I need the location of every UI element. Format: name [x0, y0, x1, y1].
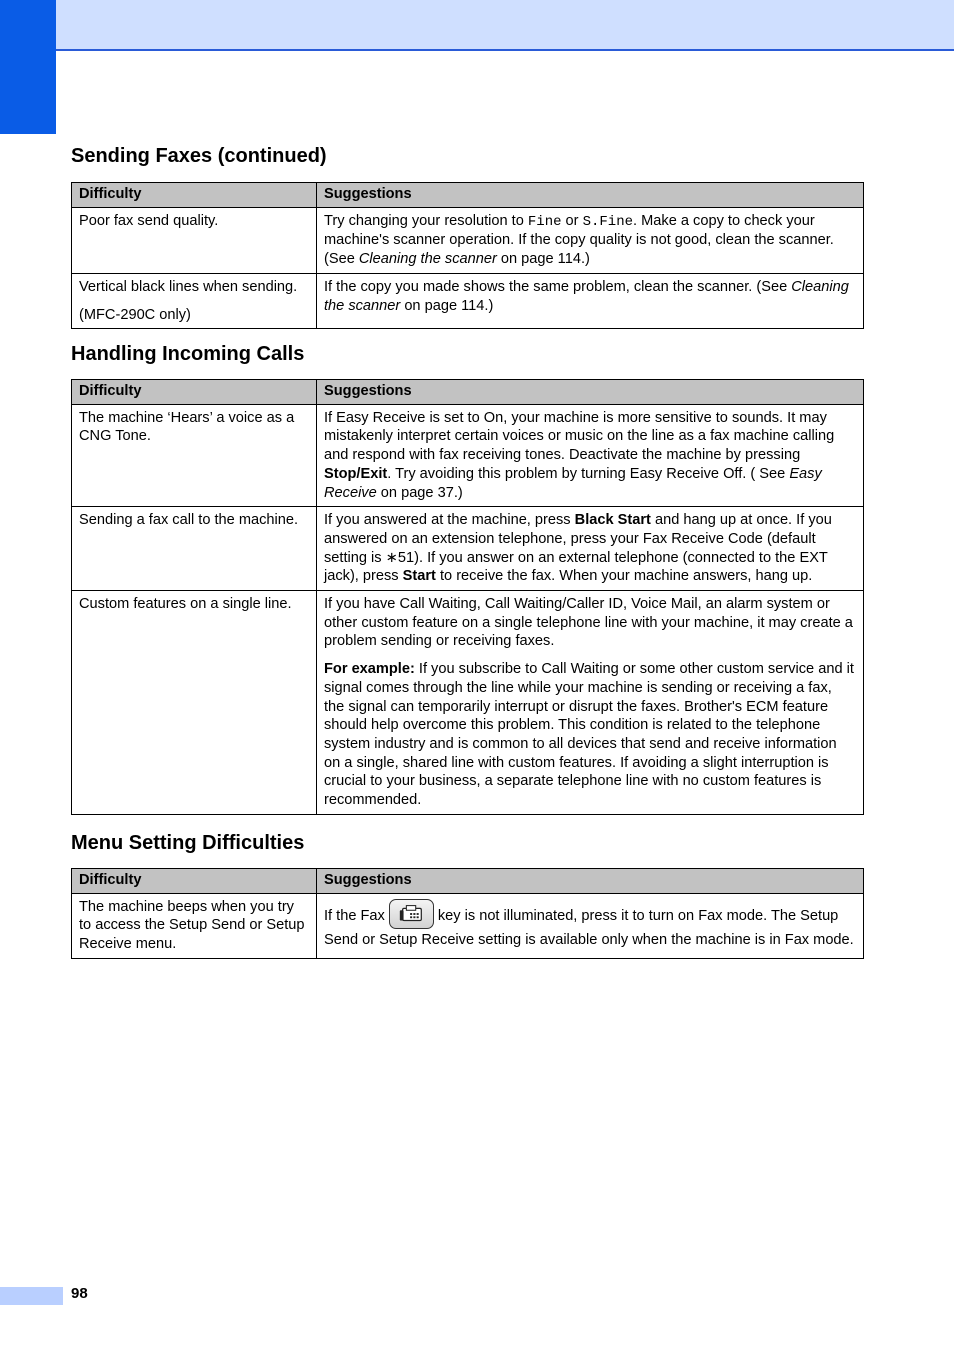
column-header-suggestions: Suggestions [317, 183, 864, 208]
table-row [72, 507, 864, 591]
key-name: Start [402, 568, 436, 585]
difficulty-cell: The machine ‘Hears’ a voice as a CNG Tone. [72, 404, 317, 507]
table-row [72, 893, 864, 958]
suggestion-cell: Try changing your resolution to Fine or S.Fine. Make a copy to check your machine's scanner operation. If the copy quality is not good, clean the scanner. (See Cleaning the scanner on page 114.) [317, 207, 864, 273]
suggestion-cell: If you answered at the machine, press Black Start and hang up at once. If you answered on an extension telephone, press your Fax Receive Code (default setting is ∗51). If you answer on an external telephone (connected to the EXT jack), press Start to receive the fax. When your machine answers, hang up. [317, 507, 864, 591]
page-number: 98 [71, 1285, 88, 1302]
code-text: Fine [527, 213, 562, 230]
menu-setting-difficulties-table [71, 868, 864, 959]
suggestion-cell: If you have Call Waiting, Call Waiting/Caller ID, Voice Mail, an alarm system or other custom feature on a single telephone line with your machine, it may create a problem sending or receiving faxes. For example: If you subscribe to Call Waiting or some other custom service and it signal comes through the line while your machine is sending or receiving a fax, the signal can temporarily interrupt or disrupt the faxes. Brother's ECM feature should help overcome this problem. This condition is related to the telephone system industry and is common to all devices that send and receive information on a single, shared line with custom features. If avoiding a slight interruption is crucial to your business, a separate telephone line with no custom features is recommended. [317, 591, 864, 815]
page-number-tab [0, 1287, 63, 1305]
key-name: Black Start [574, 512, 651, 529]
cross-reference: Cleaning the scanner [324, 278, 849, 314]
table-row [72, 404, 864, 507]
suggestion-cell: If Easy Receive is set to On, your machine is more sensitive to sounds. It may mistakenly interpret certain voices or music on the line as a fax machine calling and respond with fax receiving tones. Deactivate the machine by pressing Stop/Exit. Try avoiding this problem by turning Easy Receive Off. ( See Easy Receive on page 37.) [317, 404, 864, 507]
column-header-suggestions: Suggestions [317, 869, 864, 894]
code-text: S.Fine [582, 213, 634, 230]
column-header-difficulty: Difficulty [72, 380, 317, 405]
sending-faxes-table [71, 182, 864, 329]
suggestion-cell: If the Fax key is not illuminated, press it to turn on Fax mode. The Setup Send or Setup Receive setting is available only when the machine is in Fax mode. [317, 893, 864, 958]
table-header-row [72, 869, 864, 894]
example-lead: For example: [324, 661, 415, 678]
handling-incoming-calls-table [71, 379, 864, 815]
table-row [72, 273, 864, 328]
model-note: (MFC-290C only) [79, 306, 191, 323]
suggestion-cell: If the copy you made shows the same problem, clean the scanner. (See Cleaning the scanner on page 114.) [317, 273, 864, 328]
column-header-suggestions: Suggestions [317, 380, 864, 405]
fax-key-icon [389, 899, 434, 929]
difficulty-cell: Vertical black lines when sending. (MFC-290C only) [72, 273, 317, 328]
section-title-sending-faxes: Sending Faxes (continued) [71, 145, 327, 167]
column-header-difficulty: Difficulty [72, 869, 317, 894]
table-row [72, 591, 864, 815]
chapter-tab [0, 0, 56, 134]
section-title-menu-setting-difficulties: Menu Setting Difficulties [71, 832, 305, 854]
difficulty-cell: Poor fax send quality. [72, 207, 317, 273]
table-header-row [72, 380, 864, 405]
header-band [0, 0, 954, 51]
difficulty-cell: The machine beeps when you try to access the Setup Send or Setup Receive menu. [72, 893, 317, 958]
key-name: Stop/Exit [324, 465, 388, 482]
table-header-row [72, 183, 864, 208]
table-row [72, 207, 864, 273]
difficulty-cell: Sending a fax call to the machine. [72, 507, 317, 591]
section-title-handling-incoming-calls: Handling Incoming Calls [71, 343, 305, 365]
difficulty-cell: Custom features on a single line. [72, 591, 317, 815]
cross-reference: Easy Receive [324, 465, 822, 501]
column-header-difficulty: Difficulty [72, 183, 317, 208]
cross-reference: Cleaning the scanner [358, 251, 497, 268]
